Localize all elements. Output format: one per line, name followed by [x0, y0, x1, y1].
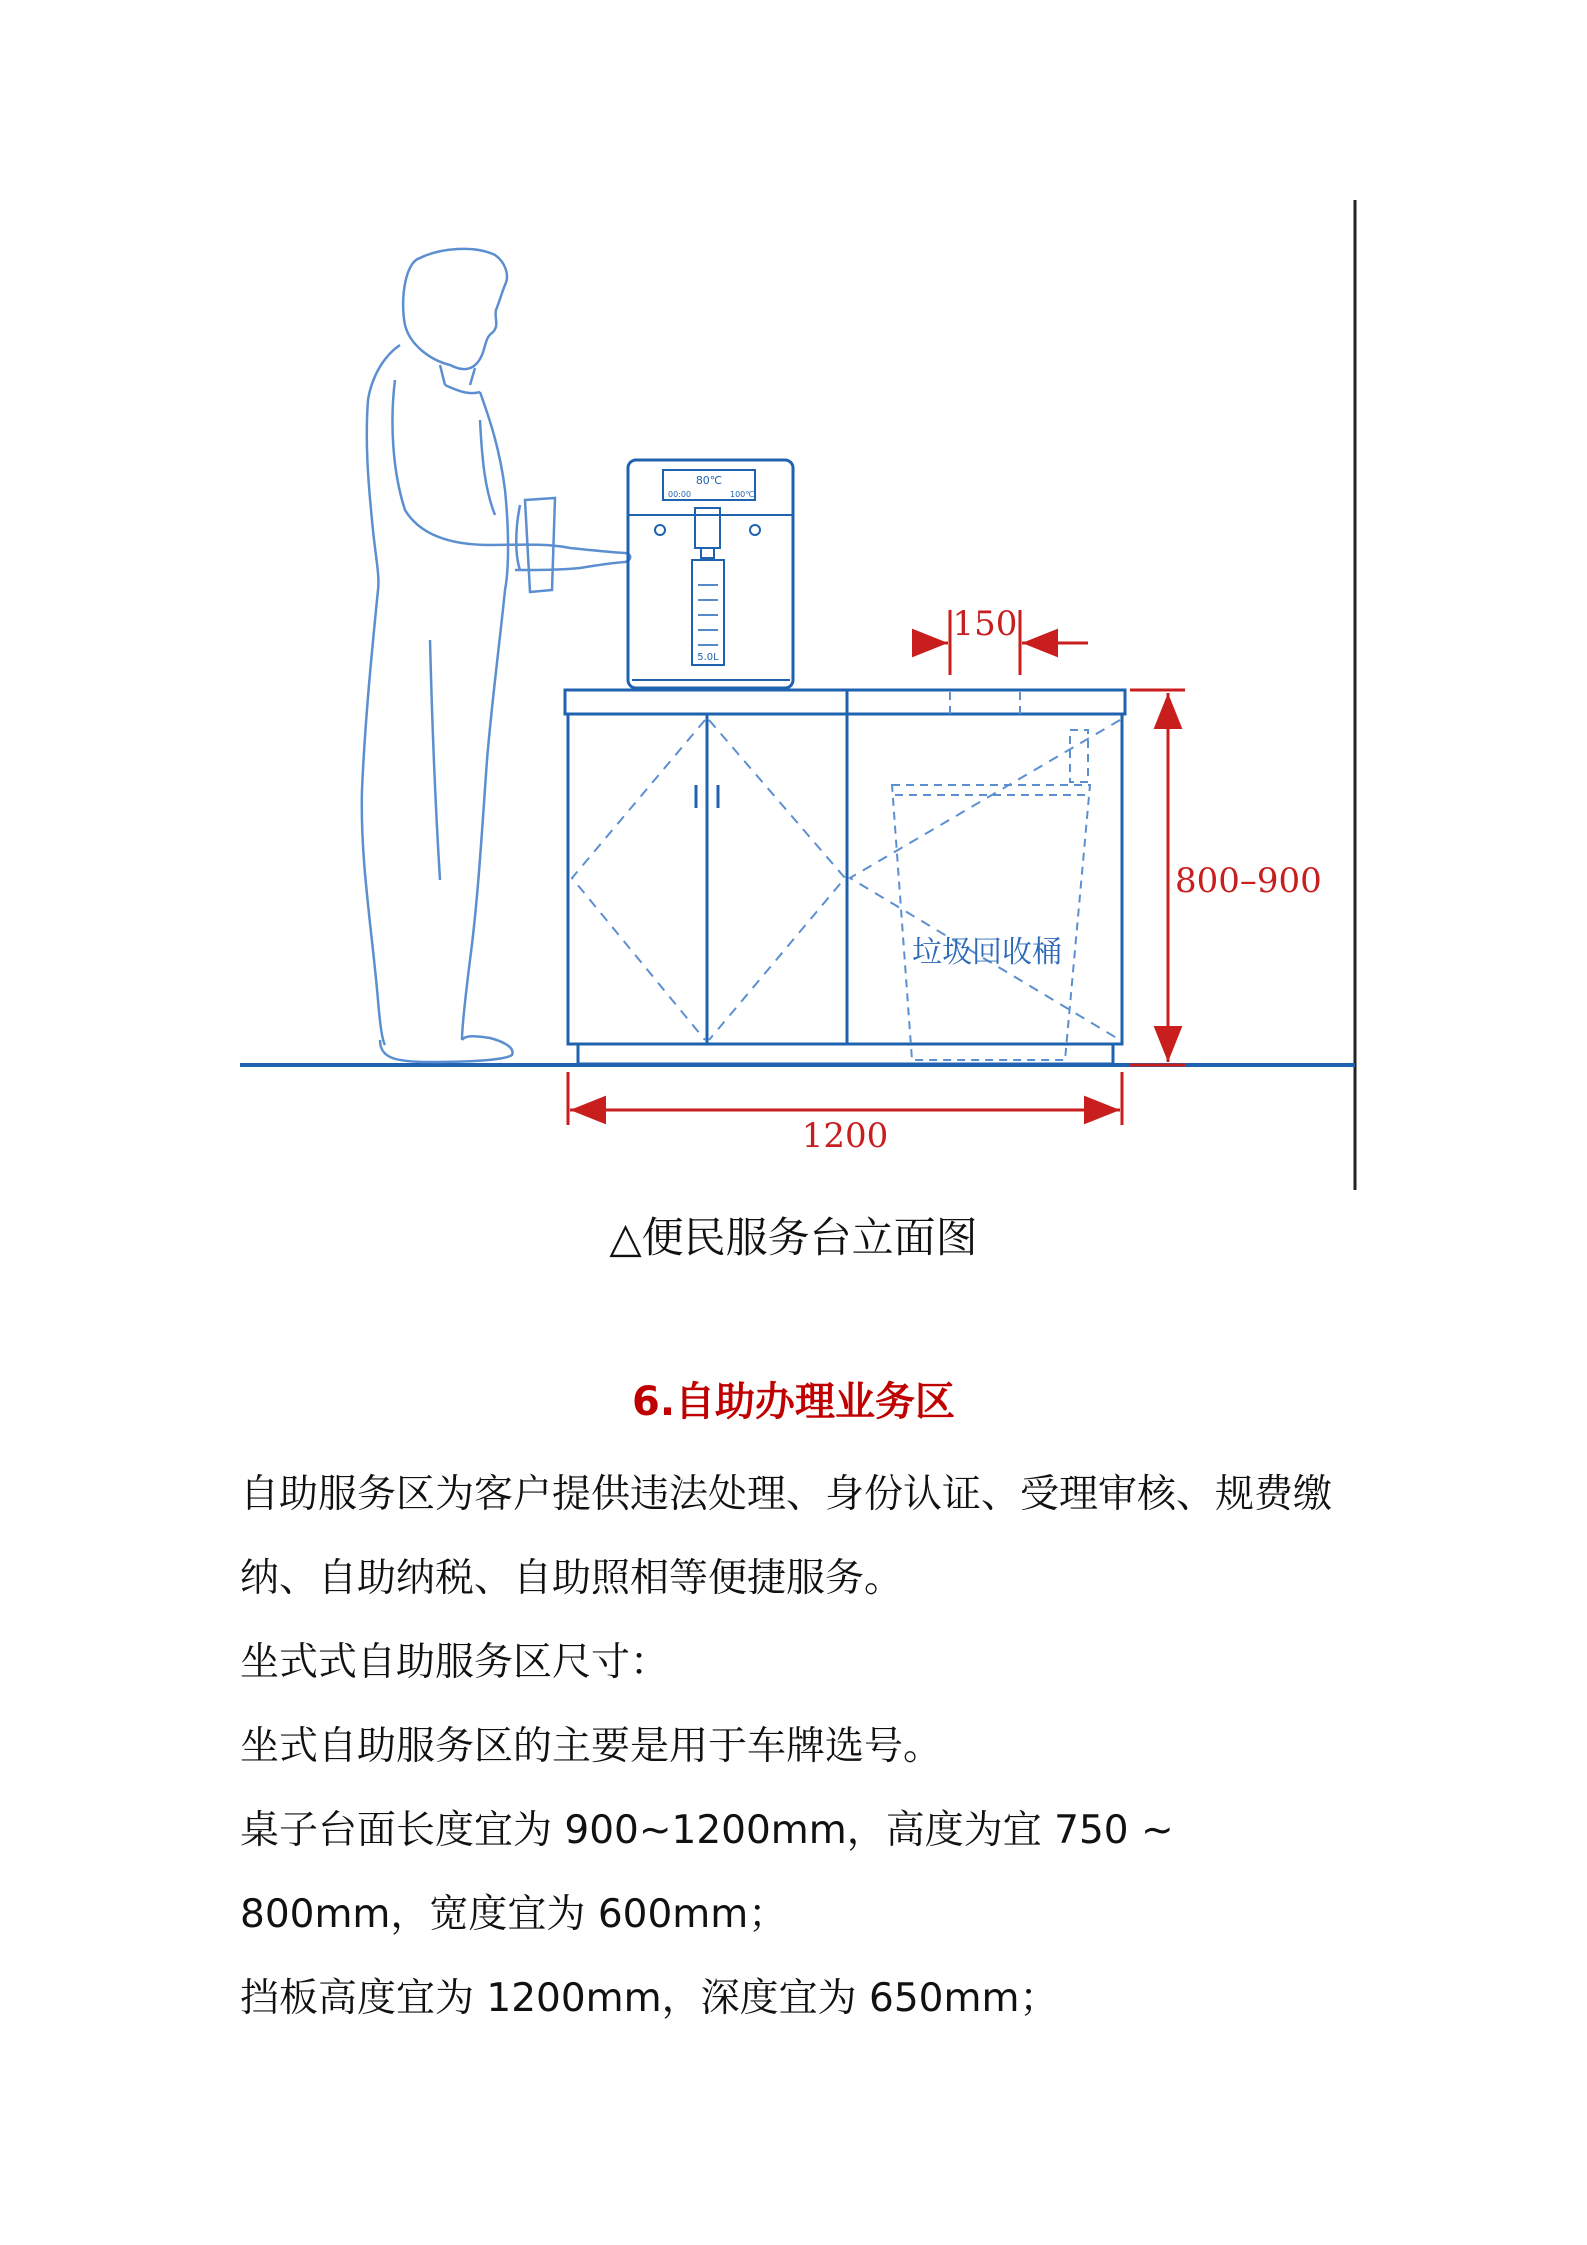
- person-figure: [362, 249, 630, 1062]
- section-title: 6.自助办理业务区: [631, 1379, 956, 1425]
- dispenser-tank-label: 5.0L: [697, 652, 719, 663]
- paragraph: 桌子台面长度宜为 900~1200mm，高度为宜 750 ~ 800mm，宽度宜为 600mm；: [240, 1808, 1174, 1937]
- width-dimension-label: 1200: [801, 1116, 889, 1156]
- height-dimension-label: 800–900: [1175, 861, 1322, 901]
- paragraph: 坐式自助服务区的主要是用于车牌选号。: [240, 1724, 943, 1769]
- paragraph: 自助服务区为客户提供违法处理、身份认证、受理审核、规费缴纳、自助纳税、自助照相等便捷服务。: [240, 1472, 1333, 1601]
- dispenser-display-time: 00:00: [668, 490, 692, 499]
- dispenser-display-max: 100℃: [730, 490, 755, 499]
- service-counter: [565, 690, 1125, 1064]
- paragraph: 坐式式自助服务区尺寸：: [240, 1640, 670, 1685]
- figure-caption: △便民服务台立面图: [609, 1213, 978, 1262]
- trash-bin-label: 垃圾回收桶: [912, 935, 1062, 970]
- section-body: [240, 1453, 1360, 2041]
- dispenser-display-temp: 80℃: [695, 474, 723, 487]
- paragraph: 挡板高度宜为 1200mm，深度宜为 650mm；: [240, 1976, 1059, 2021]
- gap-dimension-label: 150: [952, 604, 1018, 644]
